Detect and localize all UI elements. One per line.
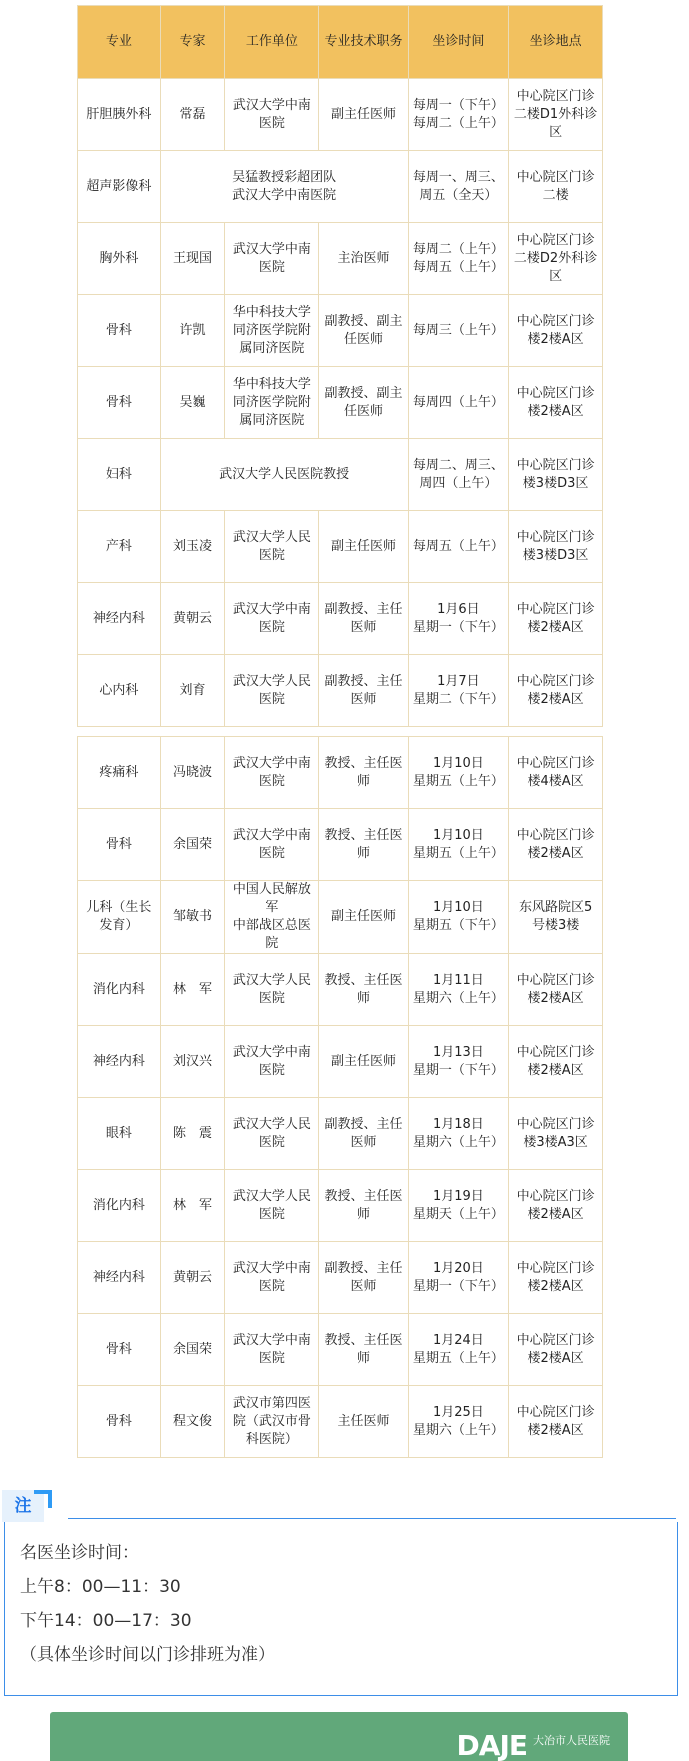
note-line-1: 名医坐诊时间： [20, 1543, 139, 1563]
cell-place: 中心院区门诊楼2楼A区 [509, 1314, 603, 1386]
cell-title: 副教授、主任医师 [319, 655, 408, 727]
cell-expert: 陈 震 [160, 1098, 225, 1170]
cell-title: 主任医师 [319, 1386, 408, 1458]
cell-dept: 疼痛科 [78, 737, 161, 809]
cell-title: 教授、主任医师 [319, 809, 408, 881]
cell-dept: 妇科 [78, 439, 161, 511]
cell-expert: 刘育 [160, 655, 225, 727]
cell-time: 1月20日 星期一（下午） [408, 1242, 509, 1314]
cell-dept: 消化内科 [78, 1170, 161, 1242]
cell-unit: 武汉大学人民医院 [225, 1170, 319, 1242]
cell-unit: 武汉大学人民医院 [225, 1098, 319, 1170]
cell-place: 中心院区门诊楼2楼A区 [509, 1026, 603, 1098]
cell-time: 每周四（上午） [408, 367, 509, 439]
cell-dept: 心内科 [78, 655, 161, 727]
header-expert: 专家 [160, 6, 225, 79]
cell-place: 中心院区门诊二楼D2外科诊区 [509, 223, 603, 295]
cell-unit: 武汉大学中南医院 [225, 1026, 319, 1098]
cell-place: 中心院区门诊楼4楼A区 [509, 737, 603, 809]
cell-dept: 骨科 [78, 295, 161, 367]
header-time: 坐诊时间 [408, 6, 509, 79]
cell-title: 副主任医师 [319, 511, 408, 583]
table-row [78, 881, 603, 954]
table-row [78, 511, 603, 583]
table-row [78, 1242, 603, 1314]
note-tab-label: 注 [2, 1490, 44, 1522]
cell-merged-expert-unit: 吴猛教授彩超团队 武汉大学中南医院 [160, 151, 408, 223]
cell-place: 中心院区门诊楼2楼A区 [509, 367, 603, 439]
cell-place: 中心院区门诊楼3楼A3区 [509, 1098, 603, 1170]
cell-dept: 胸外科 [78, 223, 161, 295]
cell-dept: 儿科（生长发育） [78, 881, 161, 954]
cell-unit: 武汉大学中南医院 [225, 1314, 319, 1386]
cell-dept: 消化内科 [78, 954, 161, 1026]
cell-title: 教授、主任医师 [319, 1170, 408, 1242]
cell-place: 中心院区门诊楼2楼A区 [509, 954, 603, 1026]
table-row [78, 1026, 603, 1098]
cell-unit: 武汉大学中南医院 [225, 583, 319, 655]
cell-time: 1月6日 星期一（下午） [408, 583, 509, 655]
table-row [78, 1386, 603, 1458]
table-row [78, 439, 603, 511]
cell-expert: 黄朝云 [160, 1242, 225, 1314]
cell-time: 1月18日 星期六（上午） [408, 1098, 509, 1170]
cell-title: 主治医师 [319, 223, 408, 295]
note-line-4: （具体坐诊时间以门诊排班为准） [20, 1645, 275, 1665]
cell-place: 中心院区门诊楼2楼A区 [509, 809, 603, 881]
header-title: 专业技术职务 [319, 6, 408, 79]
note-text [20, 1536, 275, 1672]
cell-expert: 余国荣 [160, 809, 225, 881]
note-line-3: 下午14：00—17：30 [20, 1611, 192, 1631]
hospital-banner [50, 1712, 628, 1761]
cell-title: 副主任医师 [319, 1026, 408, 1098]
cell-dept: 骨科 [78, 809, 161, 881]
cell-title: 教授、主任医师 [319, 737, 408, 809]
cell-title: 副教授、副主任医师 [319, 295, 408, 367]
cell-time: 1月10日 星期五（下午） [408, 881, 509, 954]
cell-place: 中心院区门诊楼2楼A区 [509, 1242, 603, 1314]
cell-unit: 武汉大学中南医院 [225, 737, 319, 809]
cell-unit: 武汉大学中南医院 [225, 79, 319, 151]
table-row [78, 809, 603, 881]
cell-expert: 邹敏书 [160, 881, 225, 954]
cell-time: 1月7日 星期二（下午） [408, 655, 509, 727]
header-dept: 专业 [78, 6, 161, 79]
cell-expert: 余国荣 [160, 1314, 225, 1386]
table-row [78, 151, 603, 223]
cell-title: 副主任医师 [319, 881, 408, 954]
cell-unit: 武汉大学人民医院 [225, 954, 319, 1026]
table-row [78, 1170, 603, 1242]
cell-place: 中心院区门诊楼2楼A区 [509, 655, 603, 727]
table-row [78, 1098, 603, 1170]
table-header-row [78, 6, 603, 79]
cell-time: 1月13日 星期一（下午） [408, 1026, 509, 1098]
cell-dept: 眼科 [78, 1098, 161, 1170]
note-divider [68, 1518, 676, 1519]
table-row [78, 79, 603, 151]
cell-expert: 常磊 [160, 79, 225, 151]
cell-time: 1月19日 星期天（上午） [408, 1170, 509, 1242]
cell-unit: 华中科技大学同济医学院附属同济医院 [225, 295, 319, 367]
cell-time: 1月25日 星期六（上午） [408, 1386, 509, 1458]
cell-time: 每周一、周三、周五（全天） [408, 151, 509, 223]
cell-dept: 骨科 [78, 1386, 161, 1458]
cell-dept: 神经内科 [78, 583, 161, 655]
table-row [78, 583, 603, 655]
cell-title: 教授、主任医师 [319, 1314, 408, 1386]
cell-time: 每周三（上午） [408, 295, 509, 367]
cell-unit: 武汉大学人民医院 [225, 655, 319, 727]
schedule-table-1 [77, 5, 603, 727]
cell-title: 副教授、主任医师 [319, 1242, 408, 1314]
cell-place: 中心院区门诊楼2楼A区 [509, 1386, 603, 1458]
cell-place: 中心院区门诊二楼 [509, 151, 603, 223]
table-row [78, 954, 603, 1026]
cell-title: 副教授、主任医师 [319, 583, 408, 655]
cell-expert: 黄朝云 [160, 583, 225, 655]
table-row [78, 655, 603, 727]
cell-unit: 武汉市第四医院（武汉市骨科医院） [225, 1386, 319, 1458]
cell-expert: 程文俊 [160, 1386, 225, 1458]
note-corner-decoration [34, 1490, 52, 1508]
cell-unit: 武汉大学人民医院 [225, 511, 319, 583]
cell-time: 1月24日 星期五（上午） [408, 1314, 509, 1386]
cell-unit: 武汉大学中南医院 [225, 809, 319, 881]
cell-expert: 吴巍 [160, 367, 225, 439]
cell-unit: 中国人民解放军 中部战区总医院 [225, 881, 319, 954]
cell-dept: 骨科 [78, 367, 161, 439]
cell-time: 每周一（下午） 每周二（上午） [408, 79, 509, 151]
cell-unit: 武汉大学中南医院 [225, 1242, 319, 1314]
cell-dept: 肝胆胰外科 [78, 79, 161, 151]
cell-unit: 华中科技大学同济医学院附属同济医院 [225, 367, 319, 439]
cell-title: 副教授、主任医师 [319, 1098, 408, 1170]
table-row [78, 223, 603, 295]
cell-dept: 超声影像科 [78, 151, 161, 223]
cell-title: 教授、主任医师 [319, 954, 408, 1026]
schedule-table-2 [77, 736, 603, 1458]
cell-title: 副主任医师 [319, 79, 408, 151]
cell-time: 1月10日 星期五（上午） [408, 809, 509, 881]
header-unit: 工作单位 [225, 6, 319, 79]
cell-time: 1月11日 星期六（上午） [408, 954, 509, 1026]
cell-expert: 林 军 [160, 954, 225, 1026]
cell-time: 每周五（上午） [408, 511, 509, 583]
note-line-2: 上午8：00—11：30 [20, 1577, 181, 1597]
hospital-logo [457, 1728, 610, 1761]
cell-place: 中心院区门诊楼2楼A区 [509, 583, 603, 655]
cell-expert: 刘汉兴 [160, 1026, 225, 1098]
cell-expert: 许凯 [160, 295, 225, 367]
cell-expert: 冯晓波 [160, 737, 225, 809]
cell-dept: 骨科 [78, 1314, 161, 1386]
cell-title: 副教授、副主任医师 [319, 367, 408, 439]
cell-place: 中心院区门诊楼2楼A区 [509, 1170, 603, 1242]
table-row [78, 367, 603, 439]
cell-expert: 林 军 [160, 1170, 225, 1242]
cell-dept: 产科 [78, 511, 161, 583]
cell-dept: 神经内科 [78, 1026, 161, 1098]
cell-time: 每周二、周三、周四（上午） [408, 439, 509, 511]
table-row [78, 295, 603, 367]
cell-time: 1月10日 星期五（上午） [408, 737, 509, 809]
cell-expert: 刘玉凌 [160, 511, 225, 583]
cell-place: 中心院区门诊楼3楼D3区 [509, 439, 603, 511]
table-row [78, 1314, 603, 1386]
header-place: 坐诊地点 [509, 6, 603, 79]
cell-place: 东风路院区5号楼3楼 [509, 881, 603, 954]
cell-place: 中心院区门诊楼2楼A区 [509, 295, 603, 367]
cell-place: 中心院区门诊二楼D1外科诊区 [509, 79, 603, 151]
logo-name: 大冶市人民医院 [533, 1734, 610, 1747]
table-row [78, 737, 603, 809]
cell-time: 每周二（上午） 每周五（上午） [408, 223, 509, 295]
logo-mark: DAJE [456, 1729, 527, 1761]
cell-place: 中心院区门诊楼3楼D3区 [509, 511, 603, 583]
cell-dept: 神经内科 [78, 1242, 161, 1314]
cell-unit: 武汉大学中南医院 [225, 223, 319, 295]
cell-expert: 王现国 [160, 223, 225, 295]
cell-merged-expert-unit: 武汉大学人民医院教授 [160, 439, 408, 511]
